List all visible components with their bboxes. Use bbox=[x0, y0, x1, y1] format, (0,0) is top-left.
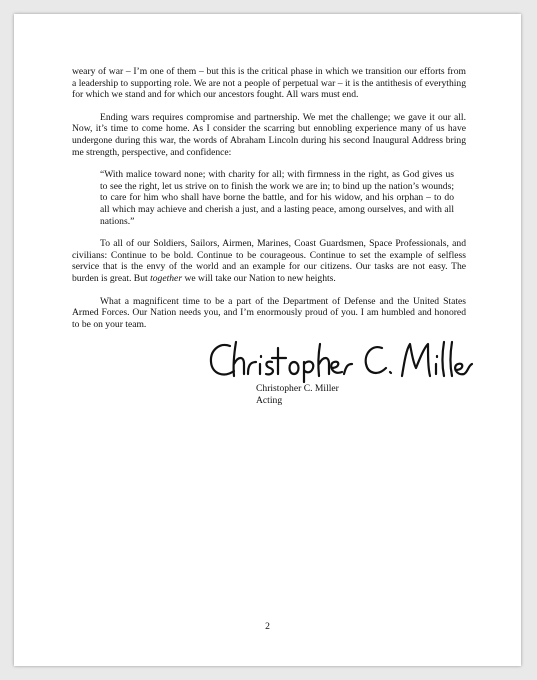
paragraph-to-all-soldiers bbox=[72, 238, 466, 284]
paragraph-to-all-soldiers-tail: we will take our Nation to new heights. bbox=[182, 272, 336, 284]
page-number: 2 bbox=[265, 621, 270, 632]
paragraph-war-weariness: weary of war – I’m one of them – but this is the critical phase in which we transition our efforts from a leadership to supporting role. We are not a people of perpetual war – it is the antithesis of everything for which we stand and for which our ancestors fought. All wars must end. bbox=[72, 66, 466, 101]
signature-block bbox=[206, 338, 486, 418]
letter-page bbox=[14, 14, 521, 666]
letter-body bbox=[72, 66, 466, 341]
paragraph-magnificent-time: What a magnificent time to be a part of the Department of Defense and the United States Armed Forces. Our Nation needs you, and I’m enormously proud of you. I am humbled and honored to be on your team. bbox=[72, 295, 466, 330]
lincoln-quote: “With malice toward none; with charity for all; with firmness in the right, as God gives us to see the right, let us strive on to finish the work we are in; to bind up the nation’s wounds; to care for him who shall have borne the battle, and for his widow, and his orphan – to do all which may achieve and cherish a just, and a lasting peace, among ourselves, and with all nations.” bbox=[100, 169, 454, 227]
signer-name: Christopher C. Miller bbox=[256, 383, 339, 394]
paragraph-ending-wars: Ending wars requires compromise and partnership. We met the challenge; we gave it our all. Now, it’s time to come home. As I consider the scarring but ennobling experience many of us have undergone during this war, the words of Abraham Lincoln during his second Inaugural Address bring me strength, perspective, and confidence: bbox=[72, 111, 466, 158]
handwritten-signature bbox=[206, 338, 476, 384]
emphasis-together: together bbox=[150, 272, 183, 284]
paragraph-to-all-soldiers-text: To all of our Soldiers, Sailors, Airmen, Marines, Coast Guardsmen, Space Professionals, and civilians: Continue to be bold. Continue to be courageous. Continue to set the example of selfless service that is the envy of the world and an example for our citizens. Our tasks are not easy. The burden is great. But bbox=[72, 238, 466, 284]
signer-title: Acting bbox=[256, 395, 283, 406]
